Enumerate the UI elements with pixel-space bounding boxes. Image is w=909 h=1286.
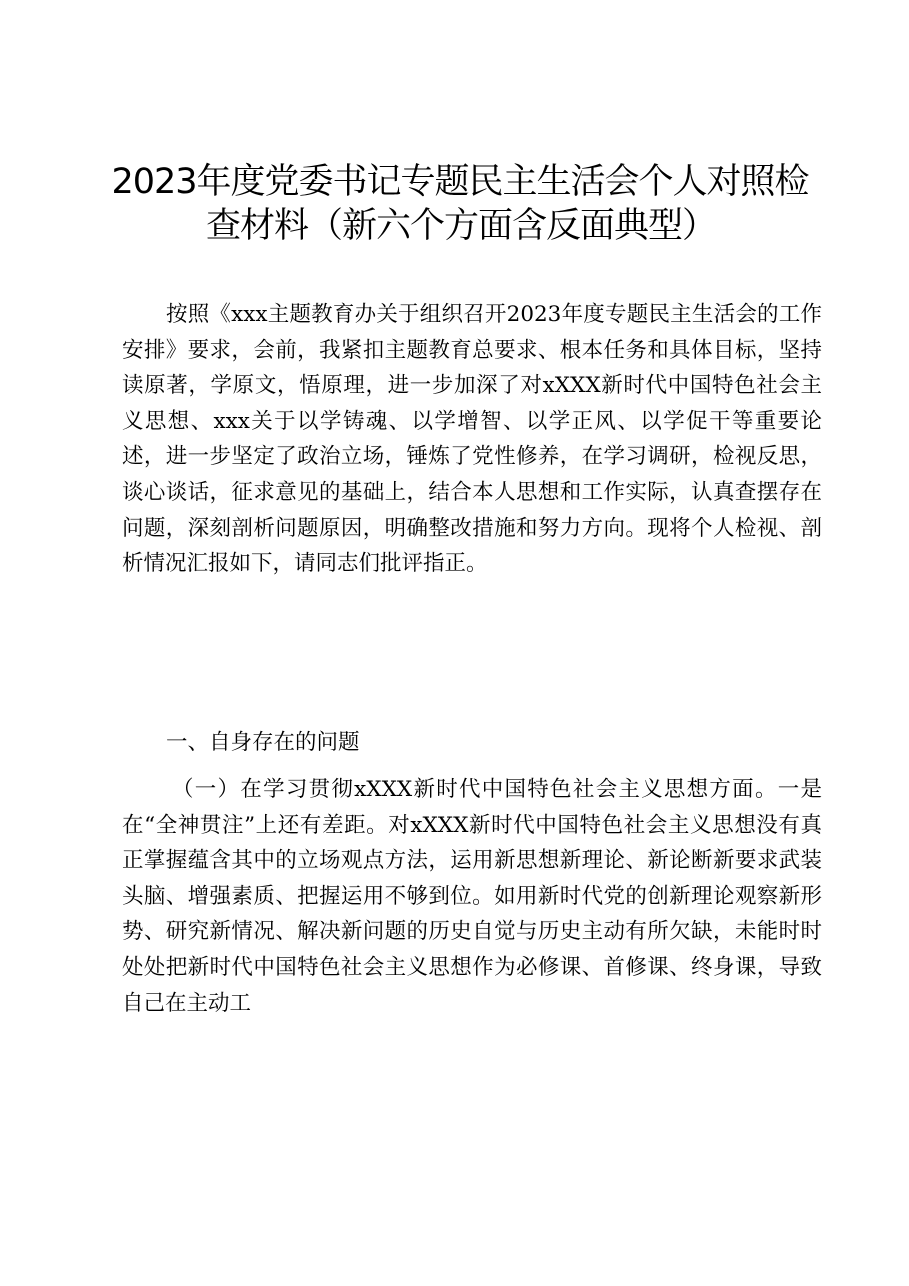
subsection-1-title: （一）在学习贯彻xXXX新时代中国特色社会主义思想方面。 — [172, 777, 778, 802]
document-title — [100, 160, 820, 248]
title-line-1: 2023年度党委书记专题民主生活会个人对照检 — [111, 162, 809, 202]
section-heading-1: 一、自身存在的问题 — [166, 730, 360, 755]
subsection-1-body: 一是在“全神贯注”上还有差距。对xXXX新时代中国特色社会主义思想没有真正掌握蕴含其中的立场观点方法，运用新思想新理论、新论断新要求武装头脑、增强素质、把握运用不够到位。如用新时代党的创新理论观察新形势、研究新情况、解决新问题的历史自觉与历史主动有所欠缺，未能时时处处把新时代中国特色社会主义思想作为必修课、首修课、终身课，导致自己在主动工 — [122, 777, 822, 1016]
subsection-1-paragraph — [122, 772, 822, 1021]
title-line-2: 查材料（新六个方面含反面典型） — [206, 206, 717, 246]
intro-paragraph: 按照《xxx主题教育办关于组织召开2023年度专题民主生活会的工作安排》要求，会前，我紧扣主题教育总要求、根本任务和具体目标，坚持读原著，学原文，悟原理，进一步加深了对xXXX新时代中国特色社会主义思想、xxx关于以学铸魂、以学增智、以学正风、以学促干等重要论述，进一步坚定了政治立场，锤炼了党性修养，在学习调研，检视反思，谈心谈话，征求意见的基础上，结合本人思想和工作实际，认真查摆存在问题，深刻剖析问题原因，明确整改措施和努力方向。现将个人检视、剖析情况汇报如下，请同志们批评指正。 — [122, 302, 822, 577]
